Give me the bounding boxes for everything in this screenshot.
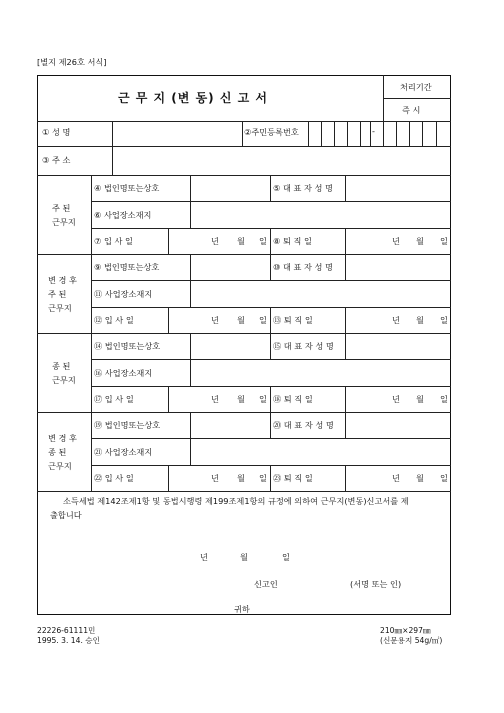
rrn-dash: - (372, 126, 375, 136)
company-input[interactable] (191, 334, 269, 358)
col-line (270, 412, 271, 438)
paper-size: 210㎜×297㎜ (380, 626, 431, 635)
date-month: 월 (416, 236, 424, 246)
address-label: ③ 주 소 (42, 155, 71, 165)
signature-field[interactable] (290, 575, 350, 591)
date-year: 년 (211, 473, 219, 483)
title-bottom-line (37, 121, 451, 122)
leave-date-label: ㉓ 퇴 직 일 (273, 473, 313, 483)
section-label: 변 경 후 (48, 274, 77, 285)
section-col-line (91, 412, 92, 491)
declaration-year: 년 (200, 552, 208, 562)
company-label: ④ 법인명또는상호 (94, 183, 160, 193)
join-date-label: ⑰ 입 사 일 (94, 394, 134, 404)
date-day: 일 (259, 473, 267, 483)
company-input[interactable] (191, 176, 269, 200)
form-number: [별지 제26호 서식] (37, 57, 107, 67)
rrn-digit-separator (370, 121, 371, 146)
declaration-line-1: 소득세법 제142조제1항 및 동법시행령 제199조제1항의 규정에 의하여 근무지(변동)신고서를 제 (63, 496, 409, 506)
location-label: ⑪ 사업장소재지 (94, 289, 153, 299)
rrn-digit-separator (321, 121, 322, 146)
representative-label: ⑮ 대 표 자 성 명 (273, 341, 334, 351)
representative-label: ⑳ 대 표 자 성 명 (273, 420, 334, 430)
date-day: 일 (440, 394, 448, 404)
rrn-digit-separator (308, 121, 309, 146)
processing-value: 즉 시 (402, 105, 421, 115)
section-col-line (91, 175, 92, 254)
rrn-digit-separator (383, 121, 384, 146)
representative-input[interactable] (346, 255, 450, 279)
join-date-input[interactable] (169, 387, 269, 411)
form-title: 근 무 지 (변 동) 신 고 서 (118, 91, 268, 105)
rrn-label: ②주민등록번호 (244, 127, 299, 137)
rrn-digit-separator (436, 121, 437, 146)
location-input[interactable] (191, 202, 450, 227)
rrn-digit-separator (409, 121, 410, 146)
col-line (270, 228, 271, 254)
section-label: 주 된 (48, 288, 67, 299)
date-year: 년 (392, 236, 400, 246)
rrn-digit-separator (334, 121, 335, 146)
join-date-label: ⑦ 입 사 일 (94, 236, 133, 246)
location-label: ⑯ 사업장소재지 (94, 368, 153, 378)
join-date-input[interactable] (169, 308, 269, 332)
processing-divider (383, 98, 451, 99)
location-label: ⑥ 사업장소재지 (94, 210, 152, 220)
rrn-digit-separator (396, 121, 397, 146)
date-year: 년 (392, 315, 400, 325)
join-date-label: ㉒ 입 사 일 (94, 473, 134, 483)
section-label: 변 경 후 (48, 432, 77, 443)
col-line (270, 386, 271, 412)
section-label: 종 된 (52, 360, 71, 371)
company-label: ⑨ 법인명또는상호 (94, 262, 160, 272)
declarant-label: 신고인 (254, 579, 278, 589)
company-input[interactable] (191, 413, 269, 437)
company-label: ⑭ 법인명또는상호 (94, 341, 161, 351)
col-line (270, 254, 271, 280)
location-input[interactable] (191, 281, 450, 306)
addressee-label: 귀하 (234, 604, 250, 614)
location-label: ㉑ 사업장소재지 (94, 447, 153, 457)
col-line (270, 333, 271, 359)
section-label: 근무지 (52, 216, 76, 227)
section-label: 종 된 (48, 446, 67, 457)
section-col-line (91, 333, 92, 412)
section-bottom-line (37, 491, 451, 492)
form-code: 22226-61111민 (37, 626, 96, 635)
leave-date-label: ⑱ 퇴 직 일 (273, 394, 313, 404)
date-day: 일 (440, 236, 448, 246)
representative-label: ⑤ 대 표 자 성 명 (273, 183, 333, 193)
date-year: 년 (211, 315, 219, 325)
address-input[interactable] (113, 147, 450, 174)
date-day: 일 (259, 394, 267, 404)
leave-date-label: ⑬ 퇴 직 일 (273, 315, 313, 325)
date-month: 월 (237, 236, 245, 246)
col-line (270, 465, 271, 491)
date-year: 년 (392, 394, 400, 404)
processing-label: 처리기간 (400, 82, 432, 92)
section-col-line (91, 254, 92, 333)
col-line (270, 307, 271, 333)
join-date-input[interactable] (169, 466, 269, 490)
rrn-divider (242, 121, 243, 146)
declaration-line-2: 출합니다 (50, 510, 82, 520)
representative-input[interactable] (346, 334, 450, 358)
section-label: 주 된 (52, 202, 71, 213)
date-month: 월 (237, 315, 245, 325)
representative-label: ⑩ 대 표 자 성 명 (273, 262, 333, 272)
company-input[interactable] (191, 255, 269, 279)
date-year: 년 (211, 394, 219, 404)
date-month: 월 (416, 394, 424, 404)
date-month: 월 (416, 315, 424, 325)
date-year: 년 (392, 473, 400, 483)
date-day: 일 (259, 315, 267, 325)
paper-type: (신문용지 54g/㎡) (380, 636, 443, 645)
location-input[interactable] (191, 439, 450, 464)
section-label: 근무지 (48, 302, 72, 313)
join-date-input[interactable] (169, 229, 269, 253)
join-date-label: ⑫ 입 사 일 (94, 315, 134, 325)
col-line (270, 175, 271, 201)
date-day: 일 (440, 315, 448, 325)
rrn-digit-separator (347, 121, 348, 146)
representative-input[interactable] (346, 413, 450, 437)
date-month: 월 (416, 473, 424, 483)
location-input[interactable] (191, 360, 450, 385)
declaration-month: 월 (240, 552, 248, 562)
leave-date-label: ⑧ 퇴 직 일 (273, 236, 312, 246)
date-year: 년 (211, 236, 219, 246)
section-label: 근무지 (48, 460, 72, 471)
date-month: 월 (237, 394, 245, 404)
company-label: ⑲ 법인명또는상호 (94, 420, 161, 430)
section-label: 근무지 (52, 374, 76, 385)
rrn-digit-separator (422, 121, 423, 146)
rrn-digit-separator (360, 121, 361, 146)
declaration-day: 일 (282, 552, 290, 562)
date-day: 일 (440, 473, 448, 483)
representative-input[interactable] (346, 176, 450, 200)
name-input[interactable] (113, 122, 242, 146)
date-month: 월 (237, 473, 245, 483)
name-label: ① 성 명 (42, 127, 71, 137)
signature-label: (서명 또는 인) (350, 579, 402, 589)
approval-date: 1995. 3. 14. 승인 (37, 636, 100, 645)
date-day: 일 (259, 236, 267, 246)
